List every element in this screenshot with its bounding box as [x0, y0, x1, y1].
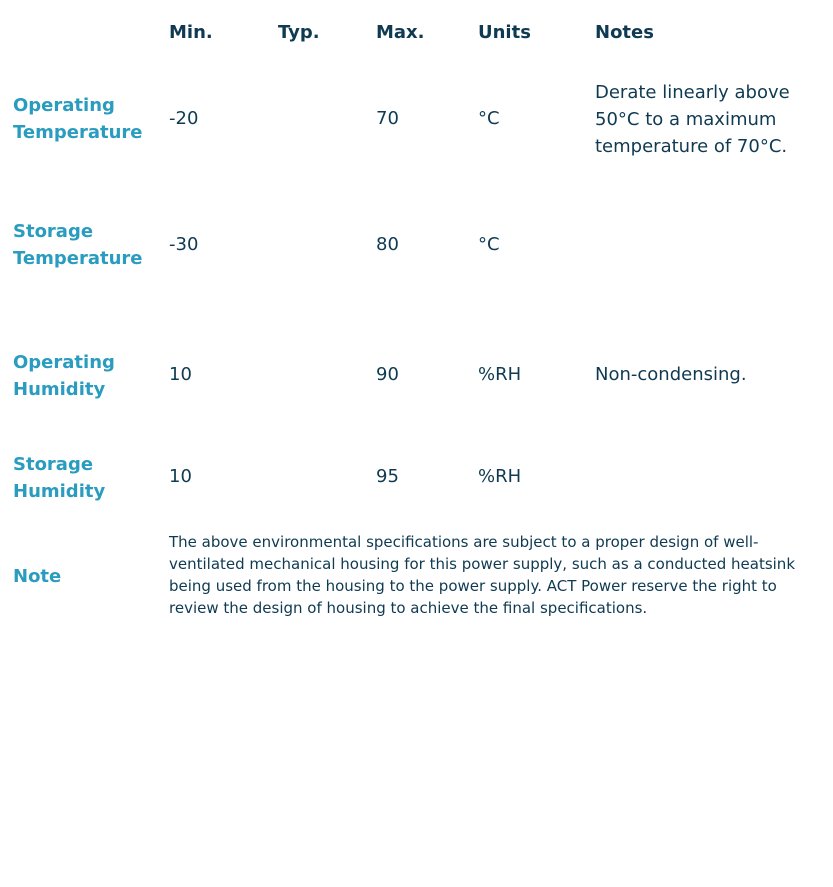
row-label-line1: Operating [13, 95, 115, 116]
row-units: °C [478, 108, 500, 129]
row-min: 10 [169, 466, 192, 487]
row-min: -20 [169, 108, 199, 129]
header-notes: Notes [595, 22, 654, 43]
row-label-storage-humidity [13, 451, 163, 505]
row-notes: Derate linearly above 50°C to a maximum temperature of 70°C. [595, 82, 790, 157]
row-max: 80 [376, 234, 399, 255]
row-label-line2: Temperature [13, 248, 143, 269]
note-label: Note [13, 566, 62, 587]
row-label-line1: Operating [13, 352, 115, 373]
header-units: Units [478, 22, 531, 43]
row-label-line2: Temperature [13, 122, 143, 143]
header-min: Min. [169, 22, 213, 43]
row-min: -30 [169, 234, 199, 255]
row-label-line1: Storage [13, 454, 94, 475]
header-max: Max. [376, 22, 425, 43]
row-max: 90 [376, 364, 399, 385]
row-label-line1: Storage [13, 221, 94, 242]
row-label-line2: Humidity [13, 379, 106, 400]
row-label-operating-temperature [13, 92, 163, 146]
row-units: %RH [478, 466, 522, 487]
header-typ: Typ. [278, 22, 320, 43]
row-units: °C [478, 234, 500, 255]
row-min: 10 [169, 364, 192, 385]
row-notes: Non-condensing. [595, 364, 747, 385]
row-max: 95 [376, 466, 399, 487]
row-label-line2: Humidity [13, 481, 106, 502]
row-max: 70 [376, 108, 399, 129]
row-label-storage-temperature [13, 218, 163, 272]
row-units: %RH [478, 364, 522, 385]
row-label-operating-humidity [13, 349, 163, 403]
note-text: The above environmental specifications are subject to a proper design of well-ventilated mechanical housing for this power supply, such as a conducted heatsink being used from the housing to the power supply. ACT Power reserve the right to review the design of housing to achieve the final specifications. [169, 533, 796, 617]
